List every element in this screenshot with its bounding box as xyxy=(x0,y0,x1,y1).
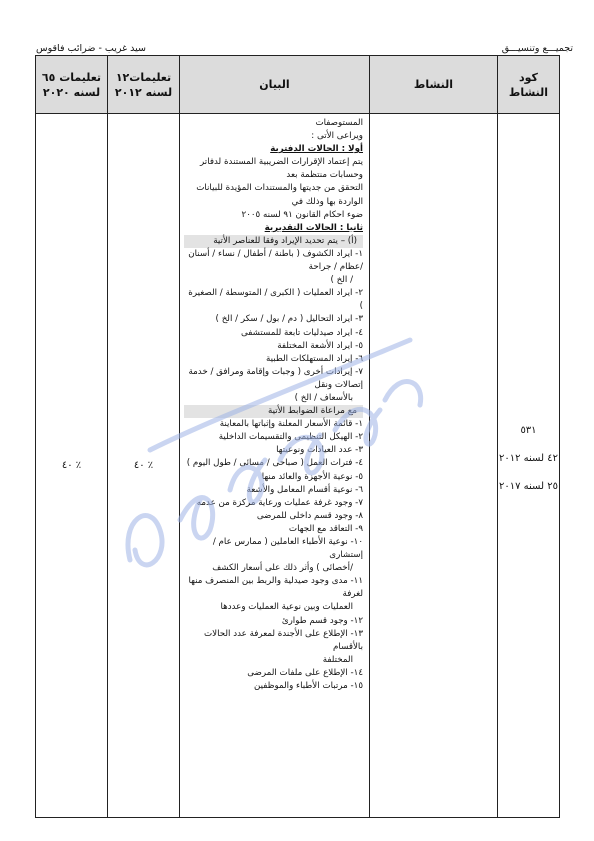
list-item: ٥- ايراد الأشعة المختلفة xyxy=(277,340,363,351)
instructions-2020-value: ٪ ٤٠ xyxy=(36,114,108,818)
list-item: ٣- عدد العيادات ونوعيتها xyxy=(276,445,363,456)
list-item-continuation: بالأسعاف / الخ ) xyxy=(294,392,353,403)
statement-line: ضوء احكام القانون ٩١ لسنه ٢٠٠٥ xyxy=(241,209,363,220)
list-item: ١٣- الإطلاع على الأجندة لمعرفة عدد الحالات بالأقسام xyxy=(204,628,363,652)
list-item: ٨- وجود قسم داخلى للمرضى xyxy=(256,510,363,521)
list-item-continuation: المختلفة xyxy=(322,654,353,665)
highlighted-subheading: مع مراعاة الضوابط الأتية xyxy=(184,405,363,418)
law-reference-2012: ٤٢ لسنه ٢٠١٢ xyxy=(499,452,558,464)
list-item: ٦- نوعية أقسام المعامل والأشعة xyxy=(246,484,363,495)
activity-cell xyxy=(370,114,498,818)
header-activity-code: كود النشاط xyxy=(498,56,560,114)
list-item: ١٤- الإطلاع على ملفات المرضى xyxy=(247,667,363,678)
list-item: ١- قائمة الأسعار المعلنة وإثباتها بالمعاينة xyxy=(219,419,363,430)
list-item: ١٢- وجود قسم طوارئ xyxy=(281,615,363,626)
page-header-right: تجميـــع وتنسيـــق xyxy=(501,43,573,54)
law-reference-2017: ٢٥ لسنه ٢٠١٧ xyxy=(499,480,558,492)
statement-cell xyxy=(180,114,370,818)
list-item: ١٠- نوعية الأطباء العاملين ( ممارس عام / إستشارى xyxy=(212,537,363,561)
list-item: ٥- نوعية الأجهزة والعائد منها xyxy=(261,471,363,482)
list-item: ٤- فترات العمل ( صباحى / مسائى / طول اليوم ) xyxy=(186,458,363,469)
list-item: ٩- التعاقد مع الجهات xyxy=(288,523,363,534)
header-statement: البيان xyxy=(180,56,370,114)
list-item: ٧- إيرادات أخرى ( وجبات وإقامة ومرافق / خدمة إتصالات ونقل xyxy=(188,366,363,390)
page-header-left: سيد غريب - ضرائب فاقوس xyxy=(36,43,146,54)
list-item: ٦- إيراد المستهلكات الطبية xyxy=(265,353,363,364)
activity-code-cell xyxy=(498,114,560,818)
list-item: ١٥- مرتبات الأطباء والموظفين xyxy=(253,681,363,692)
list-item-continuation: / الخ ) xyxy=(330,275,353,286)
list-item: ٧- وجود غرفة عمليات ورعاية مركزة من عدمه xyxy=(196,497,363,508)
section-heading: أولا : الحالات الدفترية xyxy=(270,144,363,155)
list-item: ٢- ايراد العمليات ( الكبرى / المتوسطة / الصغيرة ) xyxy=(188,288,363,312)
list-item: ٤- ايراد صيدليات تابعة للمستشفى xyxy=(240,327,363,338)
header-instructions-2020: تعليمات ٦٥ لسنه ٢٠٢٠ xyxy=(36,56,108,114)
statement-line: التحقق من جديتها والمستندات المؤيدة للبيانات الواردة بها وذلك في xyxy=(196,183,363,207)
activity-code: ٥٣١ xyxy=(520,424,537,436)
activities-table xyxy=(35,55,560,818)
table-header-row xyxy=(36,56,560,114)
list-item: ١١- مدى وجود صيدلية والربط بين المنصرف منها لغرفة xyxy=(188,576,363,600)
header-instructions-2012: تعليمات١٢ لسنه ٢٠١٢ xyxy=(108,56,180,114)
statement-line: ويراعى الأتى : xyxy=(311,131,363,142)
list-item-continuation: /أخصائى ) وأثر ذلك على أسعار الكشف xyxy=(212,563,353,574)
list-item-continuation: العمليات وبين نوعية العمليات وعددها xyxy=(220,602,353,613)
table-row xyxy=(36,114,560,818)
list-item: ١- ايراد الكشوف ( باطنة / أطفال / نساء / أسنان /عظام / جراحة xyxy=(188,248,363,273)
list-item: ٣- ايراد التحاليل ( دم / بول / سكر / الخ ) xyxy=(215,314,363,325)
statement-line: المستوصفات xyxy=(315,118,363,128)
highlighted-subheading: (أ) – يتم تحديد الإيراد وفقا للعناصر الأتية xyxy=(184,235,363,248)
header-activity: النشاط xyxy=(370,56,498,114)
section-heading: ثانيا : الحالات التقديرية xyxy=(264,222,363,233)
list-item: ٢- الهيكل التنظيمى والتقسيمات الداخلية xyxy=(218,432,363,443)
instructions-2012-value: ٪ ٤٠ xyxy=(108,114,180,818)
statement-line: يتم إعتماد الإقرارات الضريبية المستندة لدفاتر وحسابات منتظمة بعد xyxy=(199,157,363,181)
